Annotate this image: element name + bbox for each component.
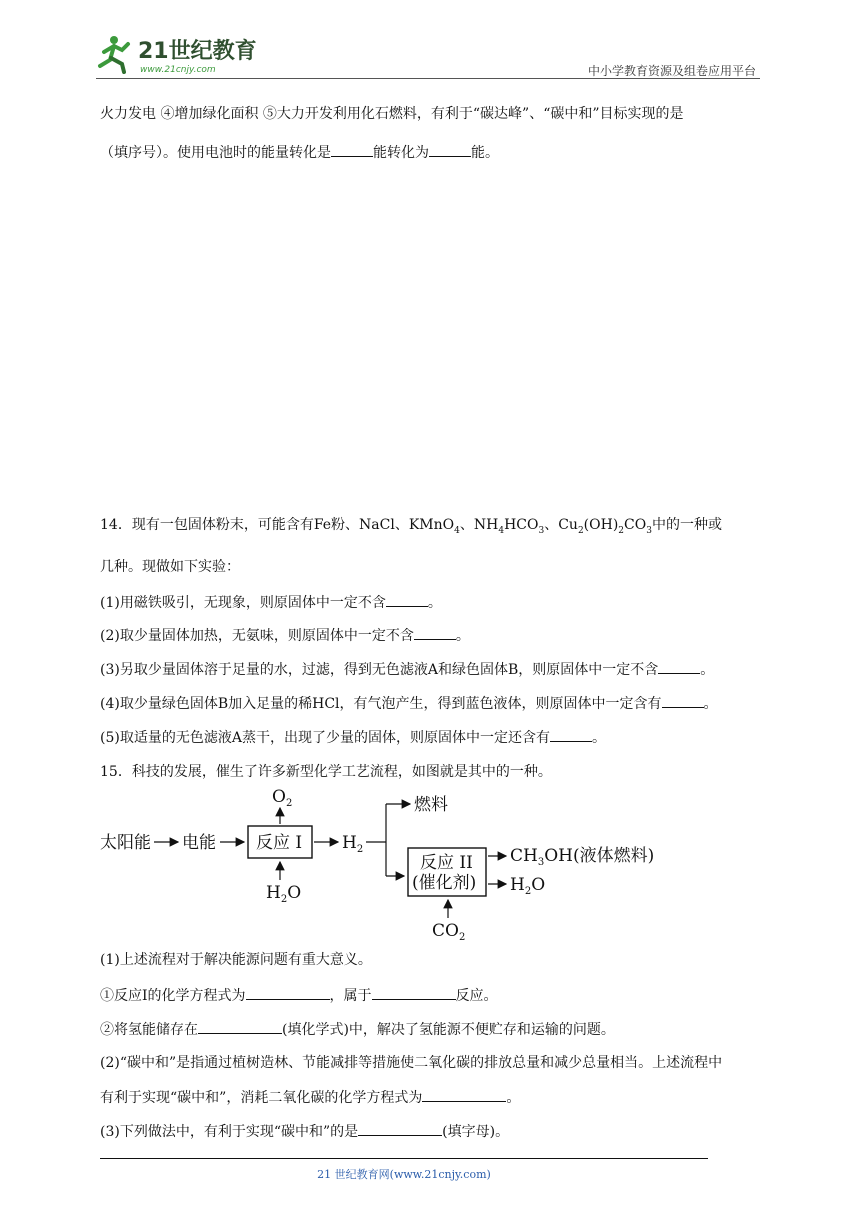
header-divider — [96, 78, 760, 79]
q14-part3: (3)另取少量固体溶于足量的水，过滤，得到无色滤液A和绿色固体B，则原固体中一定不含 。 — [100, 659, 714, 680]
platform-name: 中小学教育资源及组卷应用平台 — [587, 64, 756, 78]
q15-part3: (3)下列做法中，有利于实现“碳中和”的是 (填字母)。 — [100, 1121, 509, 1142]
methanol-label: $CH_3OH$(液体燃料) — [510, 846, 655, 868]
page-header — [96, 30, 760, 80]
logo-url: www.21cnjy.com — [140, 65, 216, 75]
process-flow-diagram — [98, 784, 658, 944]
q15-part1b: ②将氢能储存在 (填化学式)中，解决了氢能源不便贮存和运输的问题。 — [100, 1019, 615, 1040]
q15-part2-line1: (2)“碳中和”是指通过植树造林、节能减排等措施使二氧化碳的排放总量和减少总量相当。上述流程中 — [100, 1055, 723, 1071]
answer-blank[interactable] — [414, 625, 456, 640]
h2-label: $H_2$ — [342, 833, 364, 855]
q14-intro: 14．现有一包固体粉末，可能含有Fe粉、NaCl、KMnO$_4$、$NH_4HCO_3$、$Cu_2(OH)_2CO_3$中的一种或 — [100, 517, 722, 536]
q14-part1: (1)用磁铁吸引，无现象，则原固体中一定不含 。 — [100, 592, 442, 613]
q14-part4: (4)取少量绿色固体B加入足量的稀HCl，有气泡产生，得到蓝色液体，则原固体中一定含有 。 — [100, 693, 718, 714]
answer-blank[interactable] — [386, 592, 428, 607]
answer-blank[interactable] — [331, 142, 373, 157]
q15-part1a: ①反应Ⅰ的化学方程式为 ，属于 反应。 — [100, 985, 498, 1006]
answer-blank[interactable] — [246, 985, 330, 1000]
fuel-label: 燃料 — [414, 795, 448, 815]
h2o-output-label: $H_2O$ — [510, 875, 546, 897]
answer-blank[interactable] — [198, 1019, 282, 1034]
runner-icon — [100, 36, 128, 72]
reaction2-label: 反应 II — [420, 853, 473, 873]
electric-label: 电能 — [182, 833, 216, 853]
answer-blank[interactable] — [372, 985, 456, 1000]
footer-link[interactable]: 21 世纪教育网(www.21cnjy.com) — [317, 1168, 491, 1181]
answer-blank[interactable] — [550, 727, 592, 742]
q14-intro2: 几种。现做如下实验： — [100, 559, 240, 575]
site-logo — [96, 32, 266, 76]
q15-intro: 15．科技的发展，催生了许多新型化学工艺流程，如图就是其中的一种。 — [100, 764, 552, 780]
q13-line2: （填序号）。使用电池时的能量转化是 能转化为 能。 — [100, 142, 499, 163]
q14-part5: (5)取适量的无色滤液A蒸干，出现了少量的固体，则原固体中一定还含有 。 — [100, 727, 606, 748]
answer-blank[interactable] — [429, 142, 471, 157]
logo-text: 21世纪教育 — [138, 39, 257, 64]
solar-label: 太阳能 — [100, 833, 151, 853]
q15-part2-line2: 有利于实现“碳中和”，消耗二氧化碳的化学方程式为 。 — [100, 1087, 520, 1108]
o2-label: $O_2$ — [272, 787, 293, 809]
q15-part1: (1)上述流程对于解决能源问题有重大意义。 — [100, 952, 372, 968]
catalyst-label: (催化剂) — [412, 873, 477, 893]
q14-part2: (2)取少量固体加热，无氨味，则原固体中一定不含 。 — [100, 625, 470, 646]
answer-blank[interactable] — [422, 1087, 506, 1102]
reaction1-label: 反应 I — [256, 833, 303, 853]
co2-label: $CO_2$ — [432, 921, 466, 943]
answer-blank[interactable] — [658, 659, 700, 674]
h2o-input-label: $H_2O$ — [266, 883, 302, 905]
q13-line1: 火力发电 ④增加绿化面积 ⑤大力开发利用化石燃料，有利于“碳达峰”、“碳中和”目标实现的是 — [100, 106, 684, 122]
answer-blank[interactable] — [358, 1121, 442, 1136]
footer-divider — [100, 1158, 708, 1159]
answer-blank[interactable] — [662, 693, 704, 708]
